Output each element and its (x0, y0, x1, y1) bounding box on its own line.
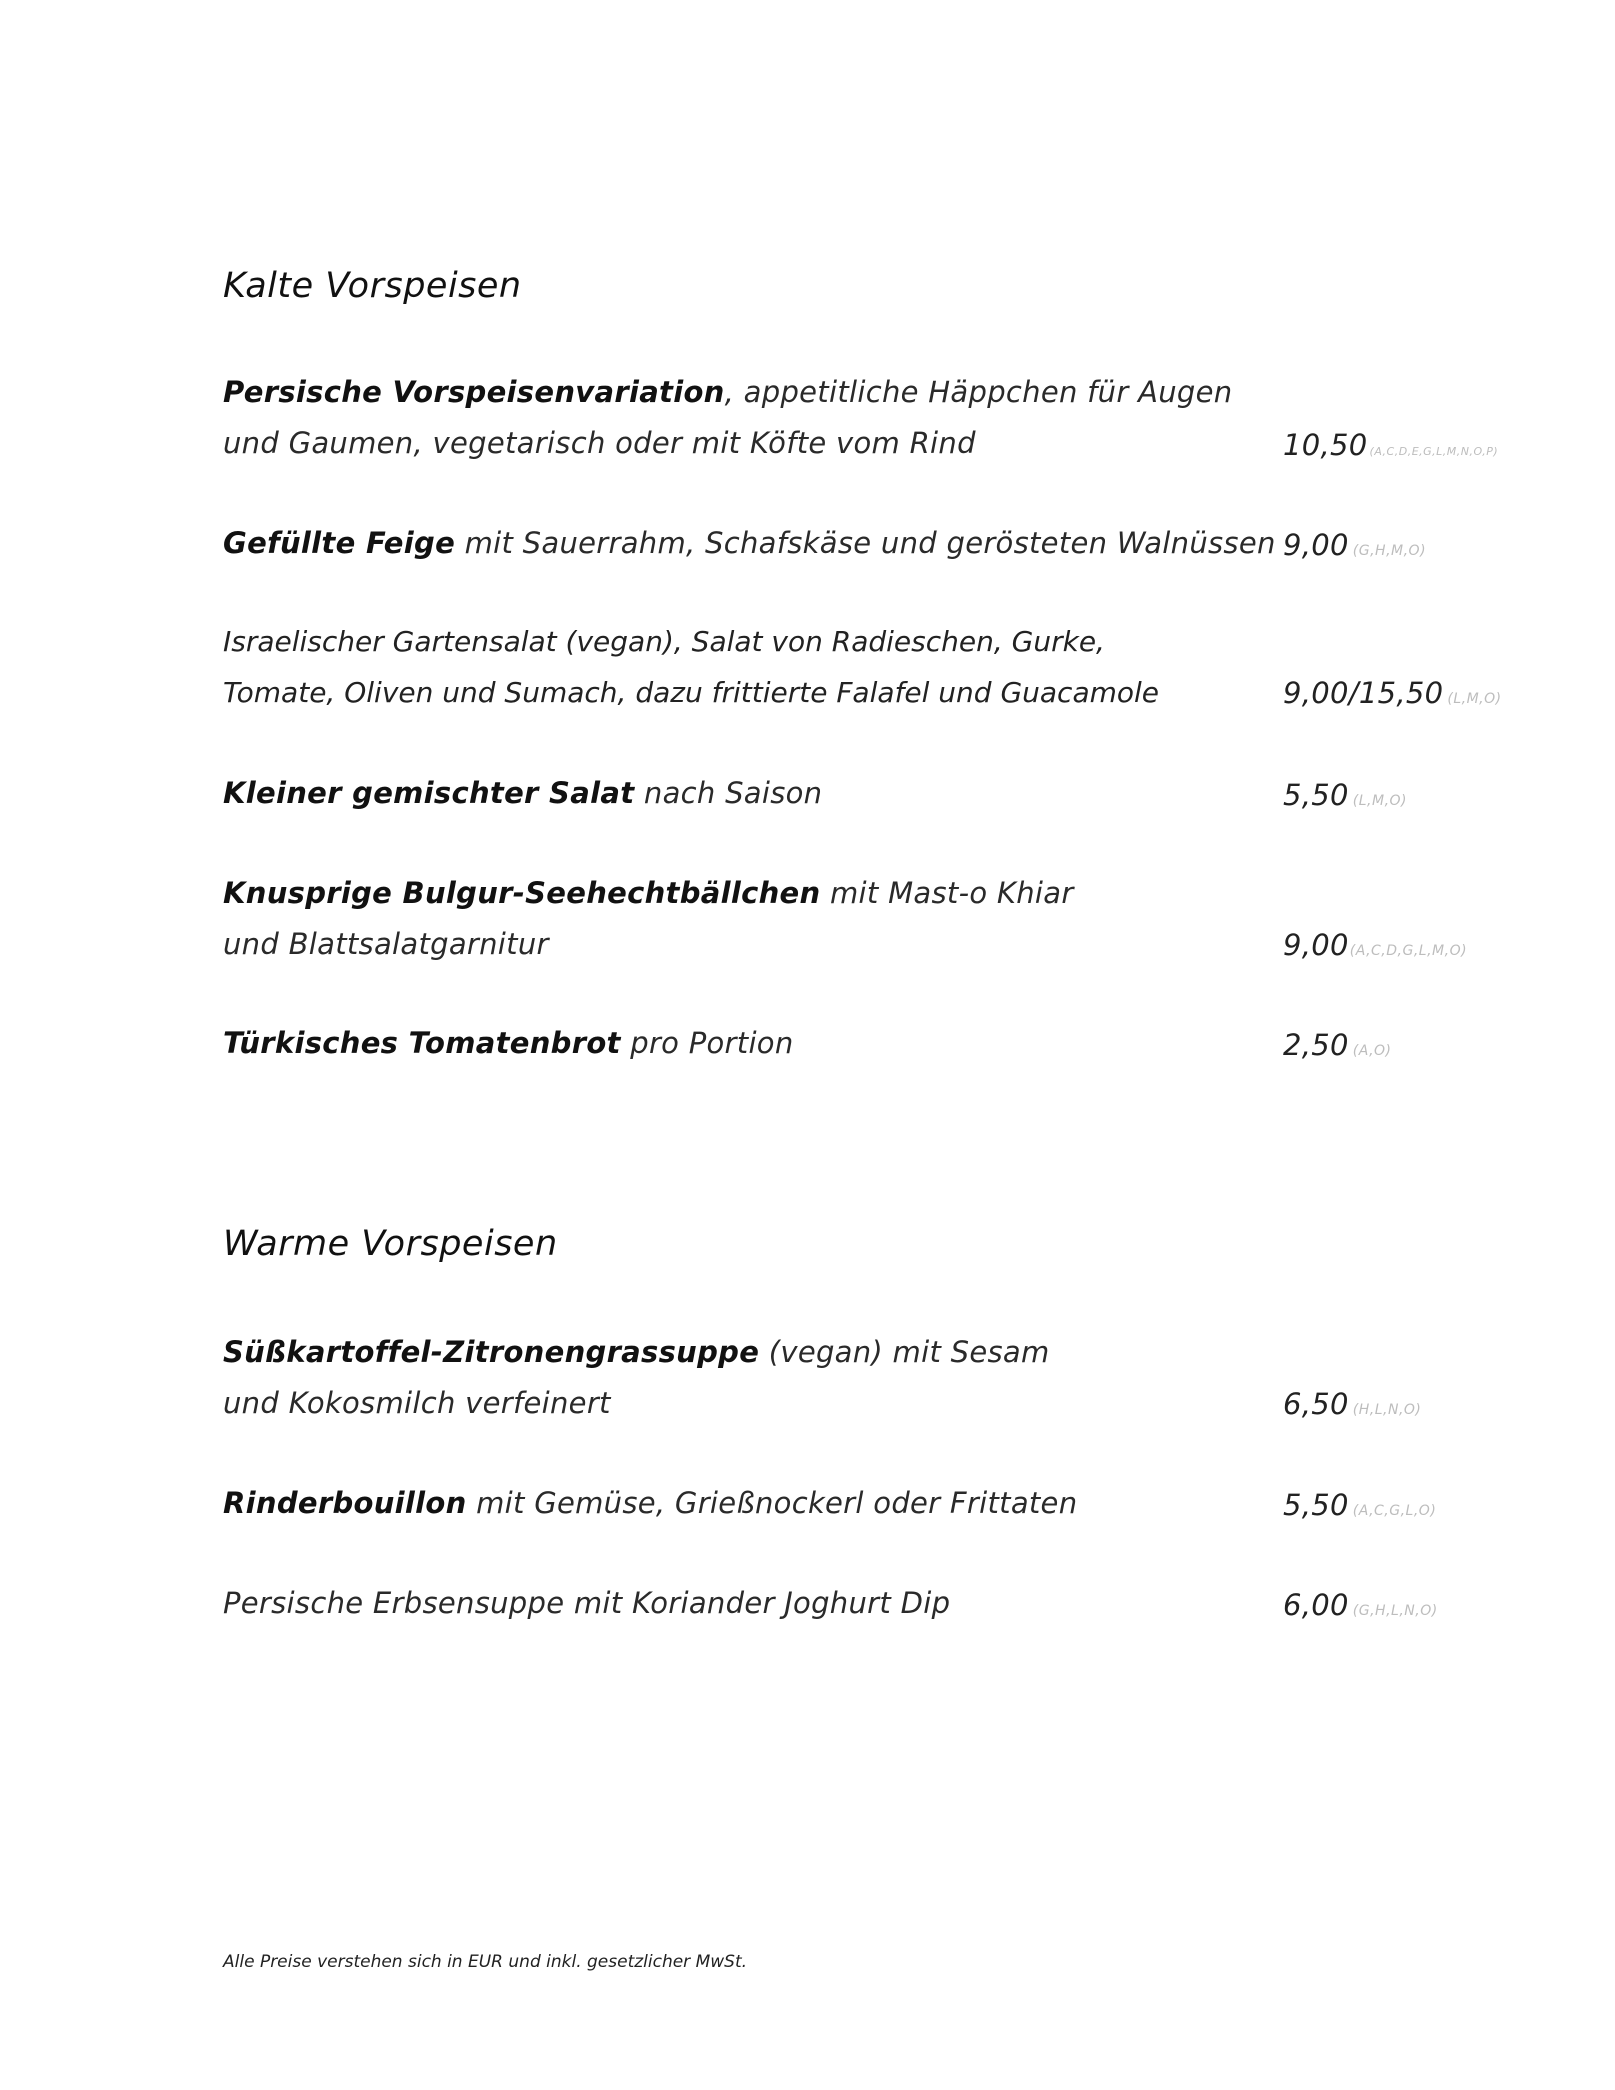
menu-item-price-line (1283, 528, 1426, 562)
menu-item-details: mit Gemüse, Grießnockerl oder Frittaten (466, 1486, 1078, 1520)
menu-item-price: 10,50 (1283, 428, 1368, 462)
menu-item-price-line (1283, 928, 1467, 962)
menu-item-allergens: (A,C,D,E,G,L,M,N,O,P) (1369, 445, 1499, 458)
menu-item-allergens: (A,C,G,L,O) (1352, 1503, 1437, 1519)
menu-item-description (223, 868, 1123, 970)
menu-item-name: Gefüllte Feige (223, 526, 456, 560)
menu-item-price: 6,00 (1283, 1588, 1349, 1622)
menu-item-price-line (1283, 778, 1407, 812)
menu-item-allergens: (H,L,N,O) (1352, 1402, 1422, 1418)
menu-item-name: Rinderbouillon (223, 1486, 467, 1520)
menu-item-description (223, 518, 1323, 569)
menu-item-allergens: (L,M,O) (1447, 691, 1502, 707)
menu-item-details: mit Sauerrahm, Schafskäse und gerösteten Walnüssen (455, 526, 1276, 560)
menu-item-allergens: (A,O) (1352, 1043, 1392, 1059)
menu-item-name: Persische Vorspeisenvariation (223, 375, 725, 409)
menu-item-details: (vegan) mit Sesam und Kokosmilch verfeinert (223, 1335, 1050, 1420)
menu-item-price-line (1283, 1387, 1421, 1421)
menu-item-description (223, 1018, 1243, 1069)
menu-item-allergens: (A,C,D,G,L,M,O) (1349, 943, 1468, 959)
menu-item-name: Kleiner gemischter Salat (223, 776, 635, 810)
menu-item-price: 9,00 (1283, 928, 1349, 962)
menu-item-price: 5,50 (1283, 778, 1349, 812)
menu-item-description (223, 367, 1263, 469)
section-title-kalte-vorspeisen: Kalte Vorspeisen (223, 266, 522, 306)
menu-item-details: , appetitliche Häppchen für Augen und Gaumen, vegetarisch oder mit Köfte vom Rind (223, 375, 1233, 460)
menu-item-price-line (1283, 428, 1498, 462)
menu-item-price-line (1283, 1488, 1436, 1522)
menu-item-price-line (1283, 676, 1502, 710)
section-title-warme-vorspeisen: Warme Vorspeisen (223, 1224, 558, 1264)
footer-note: Alle Preise verstehen sich in EUR und inkl. gesetzlicher MwSt. (223, 1952, 748, 1972)
menu-item-price-line (1283, 1028, 1392, 1062)
menu-item-description (223, 768, 1243, 819)
menu-item-price: 6,50 (1283, 1387, 1349, 1421)
menu-item-name: Knusprige Bulgur-Seehechtbällchen (223, 876, 821, 910)
menu-item-allergens: (G,H,M,O) (1352, 543, 1427, 559)
menu-item-description (223, 1478, 1243, 1529)
menu-item-allergens: (L,M,O) (1352, 793, 1408, 809)
menu-item-description (223, 1327, 1083, 1429)
menu-item-name: Süßkartoffel-Zitronengrassuppe (223, 1335, 760, 1369)
menu-item-description (223, 616, 1203, 718)
menu-item-name: Türkisches Tomatenbrot (223, 1026, 621, 1060)
menu-item-price-line (1283, 1588, 1438, 1622)
menu-item-allergens: (G,H,L,N,O) (1352, 1603, 1438, 1619)
menu-item-details: nach Saison (634, 776, 823, 810)
menu-item-details: Israelischer Gartensalat (vegan), Salat von Radieschen, Gurke, Tomate, Oliven und Sumach, dazu frittierte Falafel und Guacamole (223, 625, 1160, 709)
menu-item-details: Persische Erbsensuppe mit Koriander Joghurt Dip (223, 1586, 951, 1620)
menu-item-price: 9,00/15,50 (1283, 676, 1444, 710)
menu-item-description (223, 1578, 1243, 1629)
menu-item-price: 5,50 (1283, 1488, 1349, 1522)
menu-item-details: pro Portion (620, 1026, 794, 1060)
menu-item-details: mit Mast-o Khiar und Blattsalatgarnitur (223, 876, 1074, 961)
menu-item-price: 2,50 (1283, 1028, 1349, 1062)
menu-item-price: 9,00 (1283, 528, 1349, 562)
